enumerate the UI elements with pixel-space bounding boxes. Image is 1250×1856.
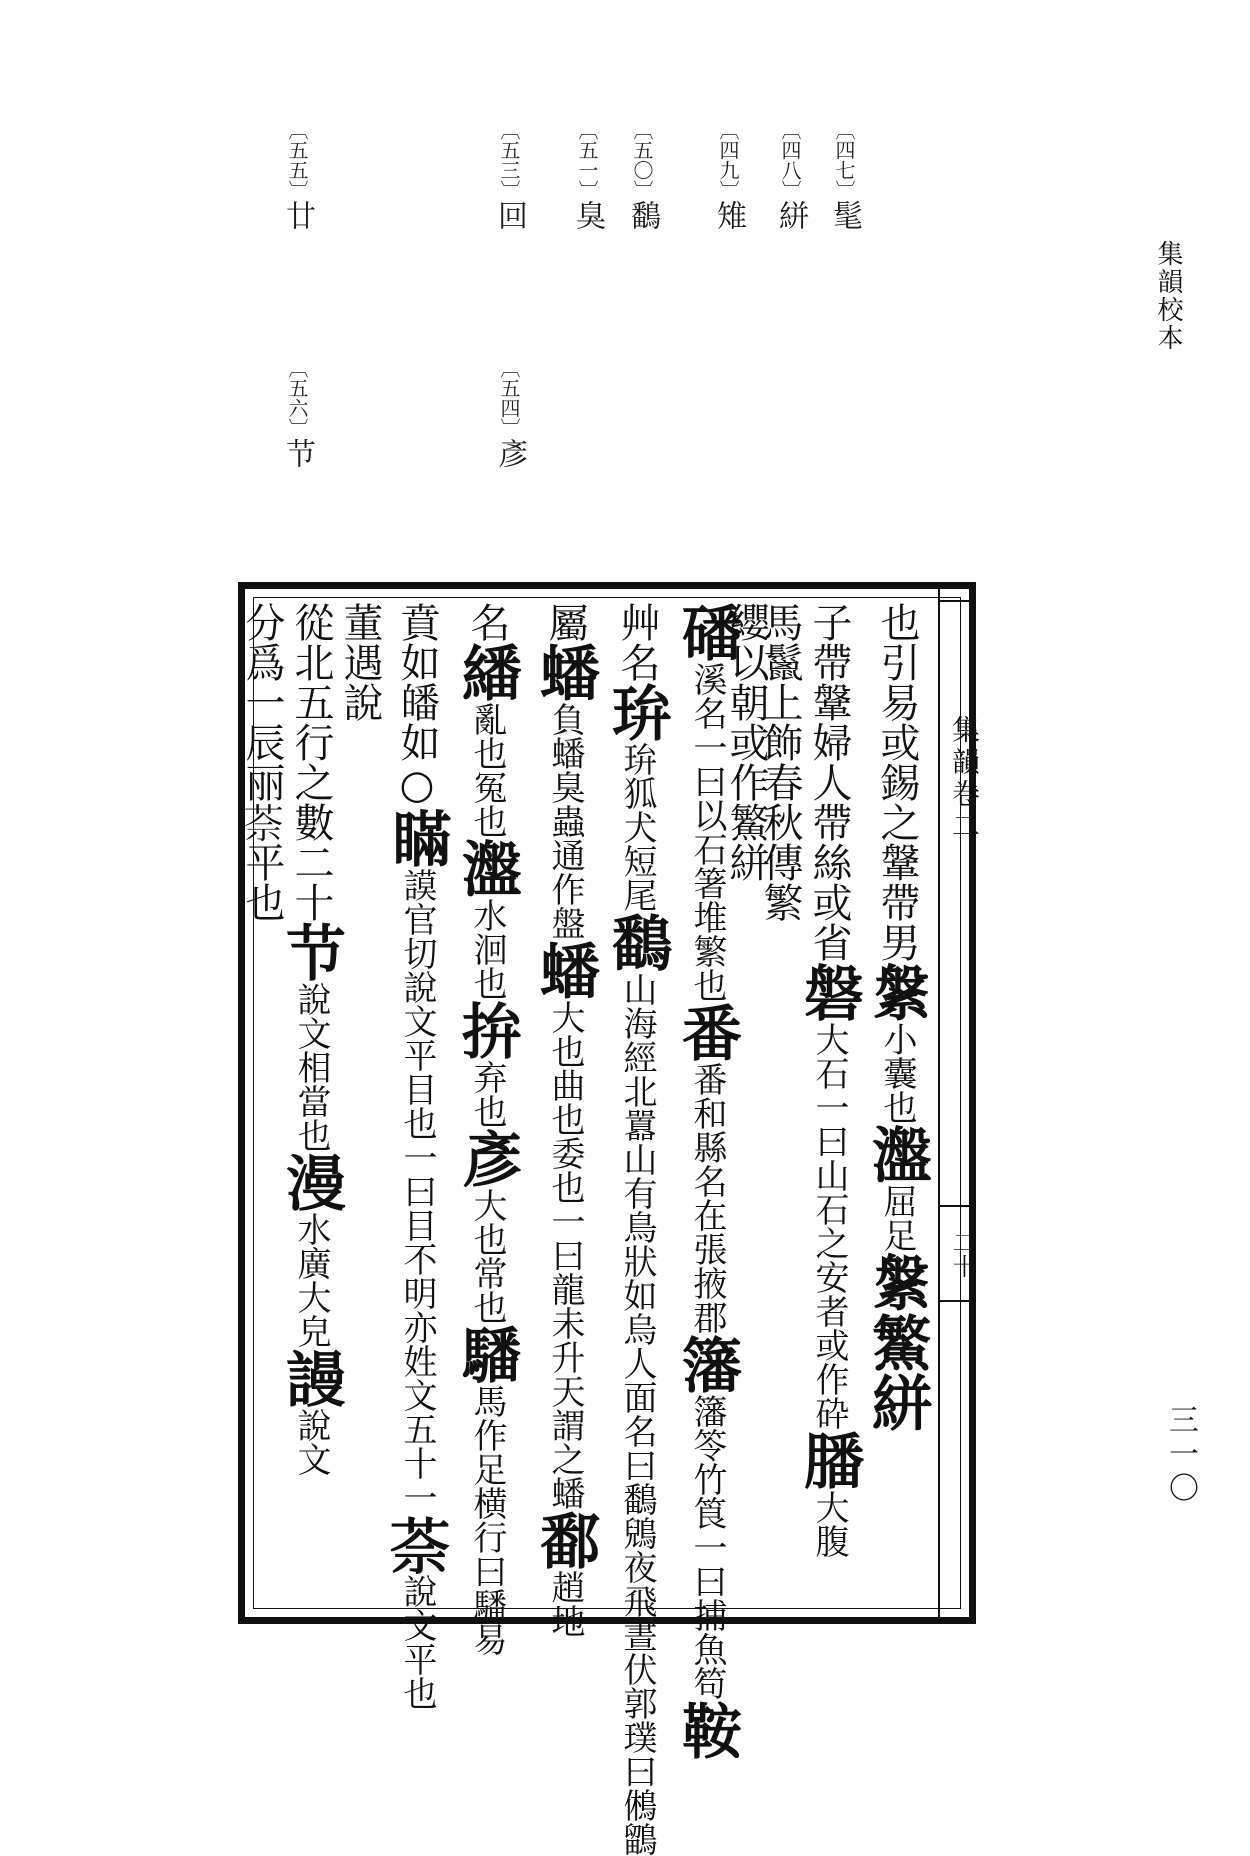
strip-tick xyxy=(938,1205,976,1207)
headword: 縏 xyxy=(862,962,932,1022)
collation-note xyxy=(620,120,664,232)
gloss-text: 屈足 xyxy=(877,1184,917,1252)
text-column xyxy=(239,602,285,1610)
gloss-text: 山海經北囂山有鳥狀如烏人面名曰鷭鶂夜飛晝伏郭璞曰鵂鶹 xyxy=(617,972,657,1856)
text-column xyxy=(602,602,672,1856)
gloss-text: 㺹狐犬短尾 xyxy=(617,742,657,912)
note-text: 鷭 xyxy=(625,200,660,232)
note-number: 〔五〇〕 xyxy=(630,120,654,200)
headword: 瞞 xyxy=(382,808,452,868)
collation-note xyxy=(565,120,609,232)
text-column xyxy=(452,602,522,1656)
headword: 絣 xyxy=(862,1372,932,1432)
gloss-text: 說文平也 xyxy=(397,1574,437,1710)
running-head: 集韻校本 xyxy=(1153,240,1183,352)
text-column xyxy=(672,602,742,1760)
note-text: 廿 xyxy=(280,200,315,232)
text-column xyxy=(530,602,600,1638)
gloss-text: 水廣大皃 xyxy=(291,1212,331,1348)
note-text: 节 xyxy=(280,438,315,470)
headword: 番 xyxy=(672,1002,742,1062)
note-number: 〔四七〕 xyxy=(832,120,856,200)
headword: 彥 xyxy=(452,1128,522,1188)
center-strip-title: 集韻卷二 xyxy=(948,715,981,843)
gloss-text: 溪名一曰以石箸堆繁也 xyxy=(687,662,727,1002)
collation-note xyxy=(768,120,812,232)
headword: 膰 xyxy=(794,1430,864,1490)
text-column xyxy=(794,602,864,1610)
gloss-text: 賁如皤如 xyxy=(394,602,440,762)
gloss-text: 艸名 xyxy=(614,602,660,682)
gloss-text: 水洄也 xyxy=(467,898,507,1000)
note-text: 回 xyxy=(492,200,527,232)
gloss-text: 亂也冤也 xyxy=(467,702,507,838)
headword: 縏 xyxy=(862,1252,932,1312)
note-number: 〔五四〕 xyxy=(497,358,521,438)
gloss-text: ○ xyxy=(394,762,440,808)
note-text: 臭 xyxy=(570,200,605,232)
gloss-text: 趙地 xyxy=(545,1570,585,1638)
collation-note xyxy=(706,120,750,232)
text-column xyxy=(856,602,938,1610)
note-number: 〔五六〕 xyxy=(285,358,309,438)
gloss-text: 番和縣名在張掖郡 xyxy=(687,1062,727,1334)
note-number: 〔四九〕 xyxy=(716,120,740,200)
headword: 謾 xyxy=(276,1348,346,1408)
strip-tick xyxy=(938,1300,976,1302)
text-column xyxy=(382,602,452,1710)
headword: 鄱 xyxy=(530,1510,600,1570)
headword: 鞍 xyxy=(672,1700,742,1760)
strip-tick xyxy=(938,600,976,602)
headword: 𦯬 xyxy=(382,1514,452,1574)
gloss-text: 子帶鞶婦人帶絲或省 xyxy=(806,602,852,962)
headword: 拚 xyxy=(452,1000,522,1060)
headword: 磐 xyxy=(794,962,864,1022)
note-number: 〔五一〕 xyxy=(575,120,599,200)
note-text: 彥 xyxy=(492,438,527,470)
gloss-text: 馬作足横行曰䮳易 xyxy=(467,1384,507,1656)
collation-note xyxy=(487,358,531,470)
collation-note xyxy=(822,120,866,232)
gloss-text: 纓以朝或作鰵絣 xyxy=(723,602,769,882)
gloss-text: 分爲一辰丽𦯬平也 xyxy=(239,602,285,922)
collation-note xyxy=(487,120,531,232)
headword: 鰵 xyxy=(862,1312,932,1372)
gloss-text: 小囊也 xyxy=(877,1022,917,1124)
headword: 鷭 xyxy=(602,912,672,972)
headword: 繙 xyxy=(452,642,522,702)
page-number: 三一〇 xyxy=(1163,1404,1198,1506)
gloss-text: 董遇說 xyxy=(337,602,383,722)
gloss-text: 馬鬣上飾春秋傳繁 xyxy=(757,602,803,922)
gloss-text: 大石一曰山石之安者或作砕 xyxy=(809,1022,849,1430)
gloss-text: 大也曲也委也一曰龍未升天謂之蟠 xyxy=(545,1000,585,1510)
gloss-text: 籓笭竹筤一曰捕魚笱 xyxy=(687,1394,727,1700)
gloss-text: 大也常也 xyxy=(467,1188,507,1324)
headword: 蟠 xyxy=(530,642,600,702)
center-strip-folio: 二十 xyxy=(948,1230,976,1278)
gloss-text: 說文 xyxy=(291,1408,331,1476)
gloss-text: 名 xyxy=(464,602,510,642)
headword: 漫 xyxy=(276,1152,346,1212)
gloss-text: 負蟠臭蟲通作盤 xyxy=(545,702,585,940)
collation-note xyxy=(275,358,319,470)
gloss-text: 弃也 xyxy=(467,1060,507,1128)
collation-note xyxy=(275,120,319,232)
headword: 节 xyxy=(276,922,346,982)
headword: 䮳 xyxy=(452,1324,522,1384)
note-text: 髦 xyxy=(827,200,862,232)
headword: 籓 xyxy=(672,1334,742,1394)
note-number: 〔四八〕 xyxy=(778,120,802,200)
note-number: 〔五五〕 xyxy=(285,120,309,200)
headword: 瀊 xyxy=(452,838,522,898)
note-text: 雉 xyxy=(711,200,746,232)
note-number: 〔五三〕 xyxy=(497,120,521,200)
note-text: 絣 xyxy=(773,200,808,232)
gloss-text: 也引易或錫之鞶帶男 xyxy=(874,602,920,962)
gloss-text: 說文相當也 xyxy=(291,982,331,1152)
headword: 磻 xyxy=(672,602,742,662)
headword: 蟠 xyxy=(530,940,600,1000)
gloss-text: 大腹 xyxy=(809,1490,849,1558)
gloss-text: 謨官切說文平目也一曰目不明亦姓文五十一 xyxy=(397,868,437,1514)
headword: 瀊 xyxy=(862,1124,932,1184)
text-column xyxy=(337,602,383,1610)
gloss-text: 屬 xyxy=(542,602,588,642)
gloss-text: 從北五行之數二十 xyxy=(288,602,334,922)
headword: 㺹 xyxy=(602,682,672,742)
